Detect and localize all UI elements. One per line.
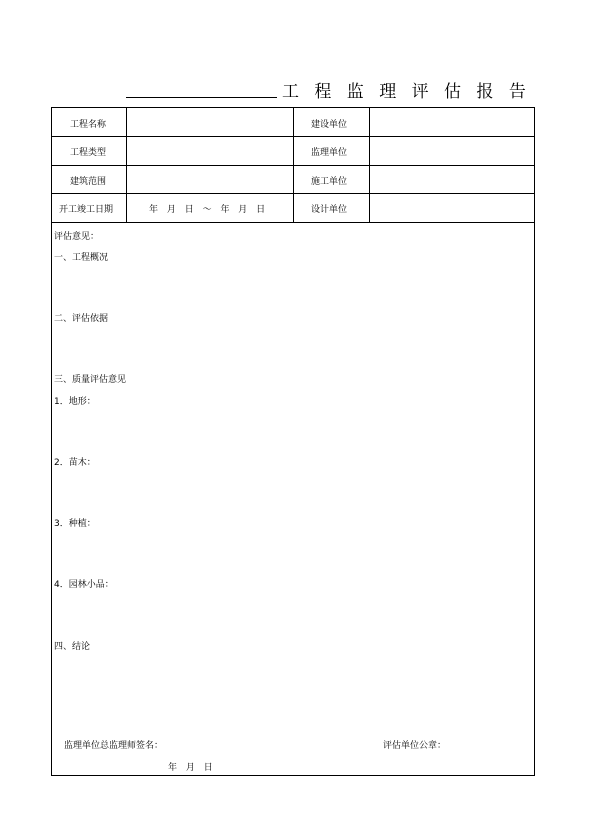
col-divider — [126, 108, 127, 223]
report-form — [51, 107, 535, 776]
opinion-heading: 评估意见： — [54, 232, 100, 242]
page-title: 工 程 监 理 评 估 报 告 — [282, 82, 531, 102]
item-seedlings: 2．苗木： — [54, 458, 96, 468]
col-divider — [293, 108, 294, 223]
item-planting: 3．种植： — [54, 519, 96, 529]
signature-date: 年 月 日 — [168, 763, 216, 773]
section-project-overview: 一、工程概况 — [54, 253, 109, 263]
construction-unit-label: 建设单位 — [311, 120, 348, 130]
contractor-unit-label: 施工单位 — [311, 177, 348, 187]
project-name-label: 工程名称 — [70, 120, 107, 130]
supervision-unit-label: 监理单位 — [311, 148, 348, 158]
building-scope-label: 建筑范围 — [70, 177, 107, 187]
section-quality-evaluation: 三、质量评估意见 — [54, 375, 127, 385]
col-divider — [369, 108, 370, 223]
evaluation-seal-label: 评估单位公章： — [383, 741, 447, 751]
section-evaluation-basis: 二、评估依据 — [54, 314, 109, 324]
start-end-date-label: 开工竣工日期 — [59, 205, 114, 215]
item-garden-features: 4．园林小品： — [54, 580, 114, 590]
supervisor-signature-label: 监理单位总监理师签名： — [64, 741, 164, 751]
item-terrain: 1．地形： — [54, 397, 96, 407]
start-end-date-value[interactable]: 年 月 日 ～ 年 月 日 — [149, 205, 269, 215]
section-conclusion: 四、结论 — [54, 642, 91, 652]
design-unit-label: 设计单位 — [311, 205, 348, 215]
title-underline — [126, 97, 277, 98]
project-type-label: 工程类型 — [70, 148, 107, 158]
